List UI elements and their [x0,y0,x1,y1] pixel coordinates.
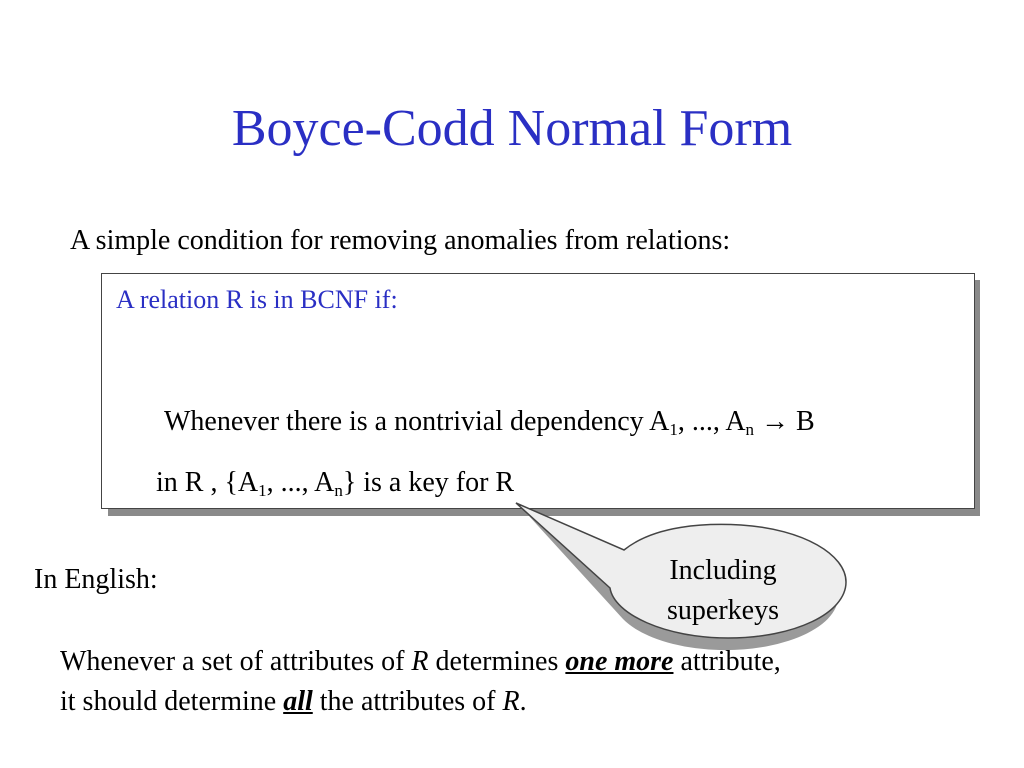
condition-middle: , ..., A [677,406,746,437]
key-suffix: } is a key for R [342,467,515,498]
emphasis-one-more: one more [565,646,674,677]
rule-line-2 [60,682,781,722]
english-label: In English: [34,564,158,595]
rule-line-1 [60,642,781,682]
key-subscript-1: 1 [258,481,267,500]
relation-var-2: R [502,686,520,718]
key-subscript-n: n [334,481,343,500]
intro-text: A simple condition for removing anomalies from relations: [70,225,731,256]
callout-text [612,551,834,631]
callout-line-1: Including [669,555,777,586]
rule-text-1a: Whenever a set of attributes of [60,646,412,677]
key-prefix: in R , {A [156,467,259,498]
callout-line-2: superkeys [667,594,779,626]
rule-text-1c: attribute, [673,646,781,677]
slide-title: Boyce-Codd Normal Form [231,100,793,157]
relation-var-1: R [411,646,429,677]
emphasis-all: all [283,686,313,718]
subscript-n: n [745,420,755,439]
english-rule [60,642,781,722]
rule-text-2b: the attributes of [312,686,503,718]
condition-suffix: → B [754,406,815,437]
rule-text-1b: determines [428,646,566,677]
definition-heading: A relation R is in BCNF if: [116,285,398,314]
rule-text-2a: it should determine [60,686,284,718]
subscript-1: 1 [669,420,678,439]
key-middle: , ..., A [266,467,335,498]
condition-prefix: Whenever there is a nontrivial dependency A [164,406,670,437]
rule-text-2c: . [519,686,527,718]
